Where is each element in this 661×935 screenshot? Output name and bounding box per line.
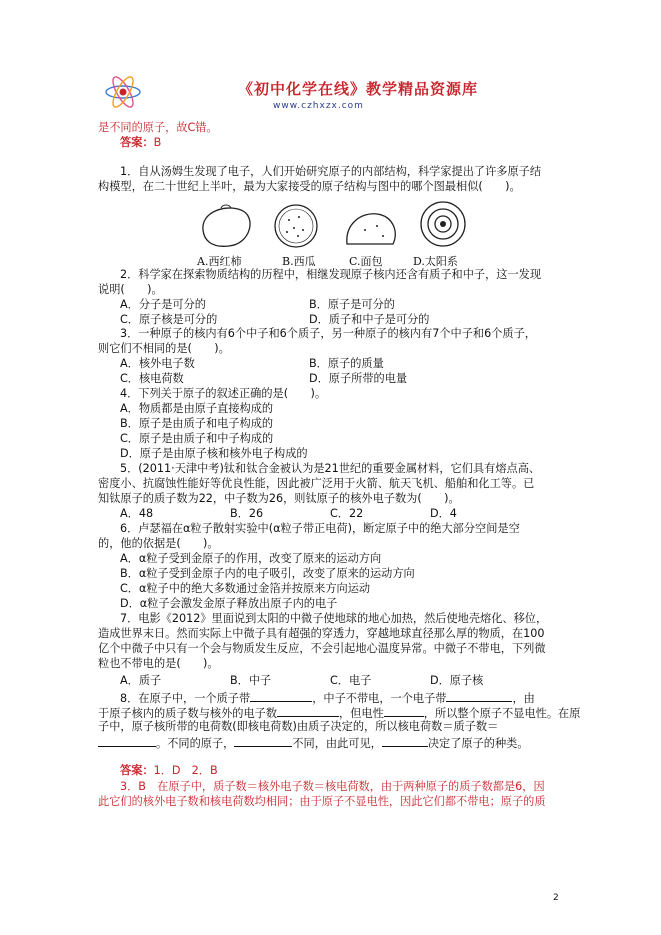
- q5-option-c: C．22: [330, 507, 364, 520]
- q3-option-a: A．核外电子数: [120, 357, 195, 370]
- q6-option-b: B．α粒子受到金原子内的电子吸引，改变了原来的运动方向: [120, 567, 415, 580]
- answer-3-line-1: 3．B 在原子中，质子数＝核外电子数＝核电荷数，由于两种原子的质子数都是6，因: [120, 780, 545, 793]
- q6-line-2: 的，他的依据是( )。: [98, 537, 219, 550]
- answers-text: 1．D 2．B: [153, 764, 218, 777]
- q3-line-1: 3．一种原子的核内有6个中子和6个质子，另一种原子的核内有7个中子和6个质子，: [120, 327, 536, 340]
- q5-line-1: 5．(2011·天津中考)钛和钛合金被认为是21世纪的重要金属材料，它们具有熔点高、: [120, 462, 541, 475]
- q7-option-c: C．电子: [330, 674, 372, 687]
- tomato-figure: [203, 205, 250, 246]
- q7-option-a: A．质子: [120, 674, 162, 687]
- solar-system-figure: [421, 202, 465, 246]
- q2-option-c: C．原子核是可分的: [120, 313, 218, 326]
- q8-text-7: 。不同的原子，: [156, 737, 235, 750]
- atom-logo-icon: [103, 72, 143, 112]
- q6-option-a: A．α粒子受到金原子的作用，改变了原来的运动方向: [120, 552, 382, 565]
- header-title: 《初中化学在线》教学精品资源库: [238, 80, 479, 98]
- header-url: www.czhxzx.com: [273, 101, 364, 111]
- watermelon-figure: [275, 205, 317, 247]
- line-prev-answer: 是不同的原子，故C错。: [98, 121, 218, 134]
- q7-line-2: 造成世界末日。然而实际上中微子具有超强的穿透力，穿越地球直径那么厚的物质，在100: [98, 627, 545, 640]
- q2-line-1: 2．科学家在探索物质结构的历程中，相继发现原子核内还含有质子和中子，这一发现: [120, 268, 542, 281]
- answer-value: B: [153, 136, 162, 149]
- q7-line-1: 7．电影《2012》里面说到太阳的中微子使地球的地心加热，然后使地壳熔化、移位，: [120, 612, 548, 625]
- q2-option-a: A．分子是可分的: [120, 298, 206, 311]
- figure-label-b: B.西瓜: [282, 255, 316, 268]
- q8-line-4: [98, 735, 529, 751]
- answers-label: 答案：: [120, 764, 154, 777]
- q5-option-a: A．48: [120, 507, 154, 520]
- bread-figure: [347, 214, 395, 244]
- figure-label-d: D.太阳系: [413, 255, 458, 268]
- q8-text-1: 8．在原子中，一个质子带: [120, 692, 251, 705]
- q7-option-b: B．中子: [230, 674, 272, 687]
- q8-blank-3: [277, 705, 339, 717]
- q1-line-1: 1．自从汤姆生发现了电子，人们开始研究原子的内部结构，科学家提出了许多原子结: [120, 165, 542, 178]
- q5-option-d: D．4: [430, 507, 457, 520]
- q3-option-c: C．核电荷数: [120, 372, 184, 385]
- q6-option-d: D．α粒子会激发金原子释放出原子内的电子: [120, 597, 338, 610]
- q8-text-5: ，但电性: [339, 707, 384, 720]
- figure-label-c: C.面包: [349, 255, 383, 268]
- q7-option-d: D．原子核: [430, 674, 484, 687]
- q4-option-d: D．原子是由原子核和核外电子构成的: [120, 447, 308, 460]
- q5-option-b: B．26: [230, 507, 264, 520]
- q8-line-1: [120, 690, 535, 706]
- q8-blank-5: [98, 735, 156, 747]
- q5-line-3: 知钛原子的质子数为22，中子数为26，则钛原子的核外电子数为( )。: [98, 492, 460, 505]
- q8-line-3: 子中，原子核所带的电荷数(即核电荷数)由质子决定的，所以核电荷数＝质子数＝: [98, 720, 499, 733]
- q2-line-2: 说明( )。: [98, 283, 163, 296]
- q8-text-8: 不同，由此可见，: [292, 737, 382, 750]
- q5-line-2: 密度小、抗腐蚀性能好等优良性能，因此被广泛用于火箭、航天飞机、船舶和化工等。已: [98, 477, 535, 490]
- q8-blank-7: [382, 735, 428, 747]
- q4-line-1: 4．下列关于原子的叙述正确的是( )。: [120, 387, 327, 400]
- answer-label: 答案：: [120, 136, 154, 149]
- q1-line-2: 构模型，在二十世纪上半叶，最为大家接受的原子结构与图中的哪个图最相似( )。: [98, 180, 521, 193]
- q3-option-d: D．原子所带的电量: [309, 372, 408, 385]
- page-header: [103, 70, 561, 116]
- answer-line: [120, 136, 161, 150]
- q8-text-9: 决定了原子的种类。: [427, 737, 529, 750]
- answer-3-line-2: 此它们的核外电子数和核电荷数均相同；由于原子不显电性，因此它们都不带电；原子的质: [98, 795, 546, 808]
- q8-blank-1: [250, 690, 312, 702]
- q7-line-4: 粒也不带电的是( )。: [98, 657, 219, 670]
- atom-model-figures: [195, 200, 475, 252]
- q4-option-c: C．原子是由质子和中子构成的: [120, 432, 274, 445]
- q7-line-3: 亿个中微子中只有一个会与物质发生反应，不会引起地心温度异常。中微子不带电，下列微: [98, 642, 546, 655]
- q8-blank-4: [384, 705, 424, 717]
- page-number: 2: [553, 893, 559, 903]
- q2-option-d: D．质子和中子是可分的: [309, 313, 430, 326]
- q4-option-b: B．原子是由质子和电子构成的: [120, 417, 274, 430]
- answers-line: [120, 764, 218, 778]
- q6-option-c: C．α粒子中的绝大多数通过金箔并按原来方向运动: [120, 582, 371, 595]
- q8-line-2: [98, 705, 580, 721]
- q3-option-b: B．原子的质量: [309, 357, 384, 370]
- q6-line-1: 6．卢瑟福在α粒子散射实验中(α粒子带正电荷)，断定原子中的绝大部分空间是空: [120, 522, 520, 535]
- q3-line-2: 则它们不相同的是( )。: [98, 342, 230, 355]
- q8-text-2: ，中子不带电，一个电子带: [312, 692, 447, 705]
- figure-label-a: A.西红柿: [197, 255, 242, 268]
- q8-text-4: 于原子核内的质子数与核外的电子数: [98, 707, 278, 720]
- q8-blank-6: [234, 735, 292, 747]
- q8-text-6: ，所以整个原子不显电性。在原: [423, 707, 581, 720]
- q8-text-3: ，由: [512, 692, 535, 705]
- q2-option-b: B．原子是可分的: [309, 298, 395, 311]
- q8-blank-2: [446, 690, 512, 702]
- q4-option-a: A．物质都是由原子直接构成的: [120, 402, 274, 415]
